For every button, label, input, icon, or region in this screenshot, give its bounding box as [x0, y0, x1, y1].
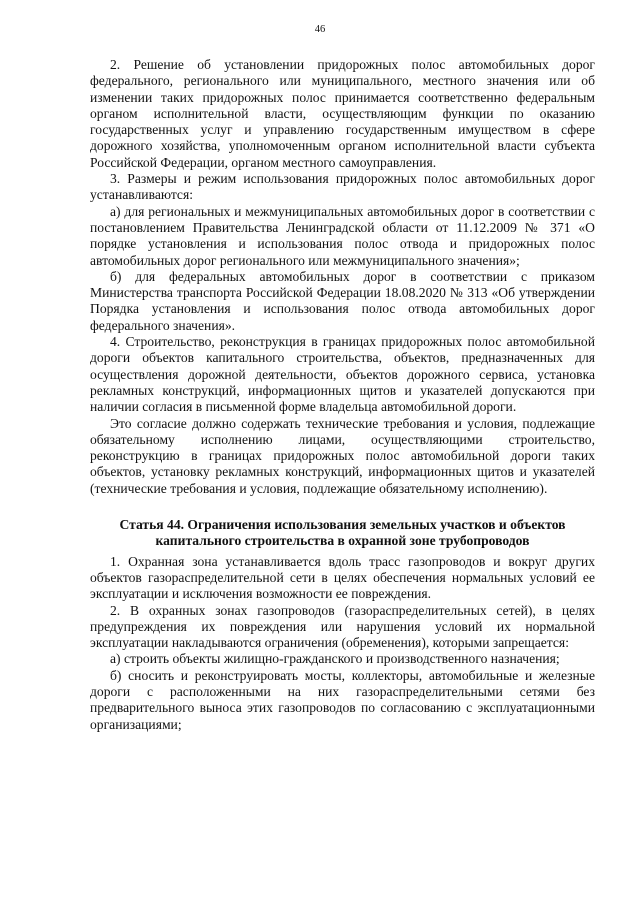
paragraph-construction-consent: 4. Строительство, реконструкция в границах придорожных полос автомобильной дороги объектов капитального строительства, объектов, предназначенных для осуществления дорожной деятельности, объектов дорожного сервиса, установка рекламных конструкций, информационных щитов и указателей допускаются при наличии согласия в письменной форме владельца автомобильной дороги. [90, 334, 595, 415]
paragraph-restrictions: 2. В охранных зонах газопроводов (газораспределительных сетей), в целях предупреждения их повреждения или нарушения условий их нормальной эксплуатации накладываются ограничения (обременения), которыми запрещается: [90, 602, 595, 651]
paragraph-sizes-regime: 3. Размеры и режим использования придорожных полос автомобильных дорог устанавливаются: [90, 171, 595, 203]
paragraph-regional-roads: а) для региональных и межмуниципальных автомобильных дорог в соответствии с постановлением Правительства Ленинградской области от 11.12.2009 № 371 «О порядке установления и использования полос отвода и придорожных полос автомобильных дорог регионального или межмуниципального значения»; [90, 203, 595, 268]
article-44-heading: Статья 44. Ограничения использования земельных участков и объектов капитального строительства в охранной зоне трубопроводов [119, 517, 566, 549]
paragraph-consent-requirements: Это согласие должно содержать технические требования и условия, подлежащие обязательному исполнению лицами, осуществляющими строительство, реконструкцию в границах придорожных полос автомобильной дороги таких объектов, установку рекламных конструкций, информационных щитов и указателей (технические требования и условия, подлежащие обязательному исполнению). [90, 415, 595, 496]
paragraph-protection-zone: 1. Охранная зона устанавливается вдоль трасс газопроводов и вокруг других объектов газораспределительной сети в целях обеспечения нормальных условий ее эксплуатации и исключения возможности ее повреждения. [90, 553, 595, 602]
paragraph-restriction-b: б) сносить и реконструировать мосты, коллекторы, автомобильные и железные дороги с расположенными на них газораспределительными сетями без предварительного выноса этих газопроводов по согласованию с эксплуатационными организациями; [90, 667, 595, 732]
page-number: 46 [314, 24, 326, 35]
paragraph-restriction-a: а) строить объекты жилищно-гражданского и производственного назначения; [110, 651, 560, 667]
document-body [90, 57, 595, 733]
paragraph-decision-roadside-strips: 2. Решение об установлении придорожных полос автомобильных дорог федерального, регионального или муниципального, местного значения или об изменении таких придорожных полос принимается соответственно федеральным органом исполнительной власти, осуществляющим функции по оказанию государственных услуг и управлению государственным имуществом в сфере дорожного хозяйства, уполномоченным органом исполнительной власти субъекта Российской Федерации, органом местного самоуправления. [90, 57, 595, 170]
paragraph-federal-roads: б) для федеральных автомобильных дорог в соответствии с приказом Министерства транспорта Российской Федерации 18.08.2020 № 313 «Об утверждении Порядка установления и использования полос отвода автомобильных дорог федерального значения». [90, 268, 595, 333]
